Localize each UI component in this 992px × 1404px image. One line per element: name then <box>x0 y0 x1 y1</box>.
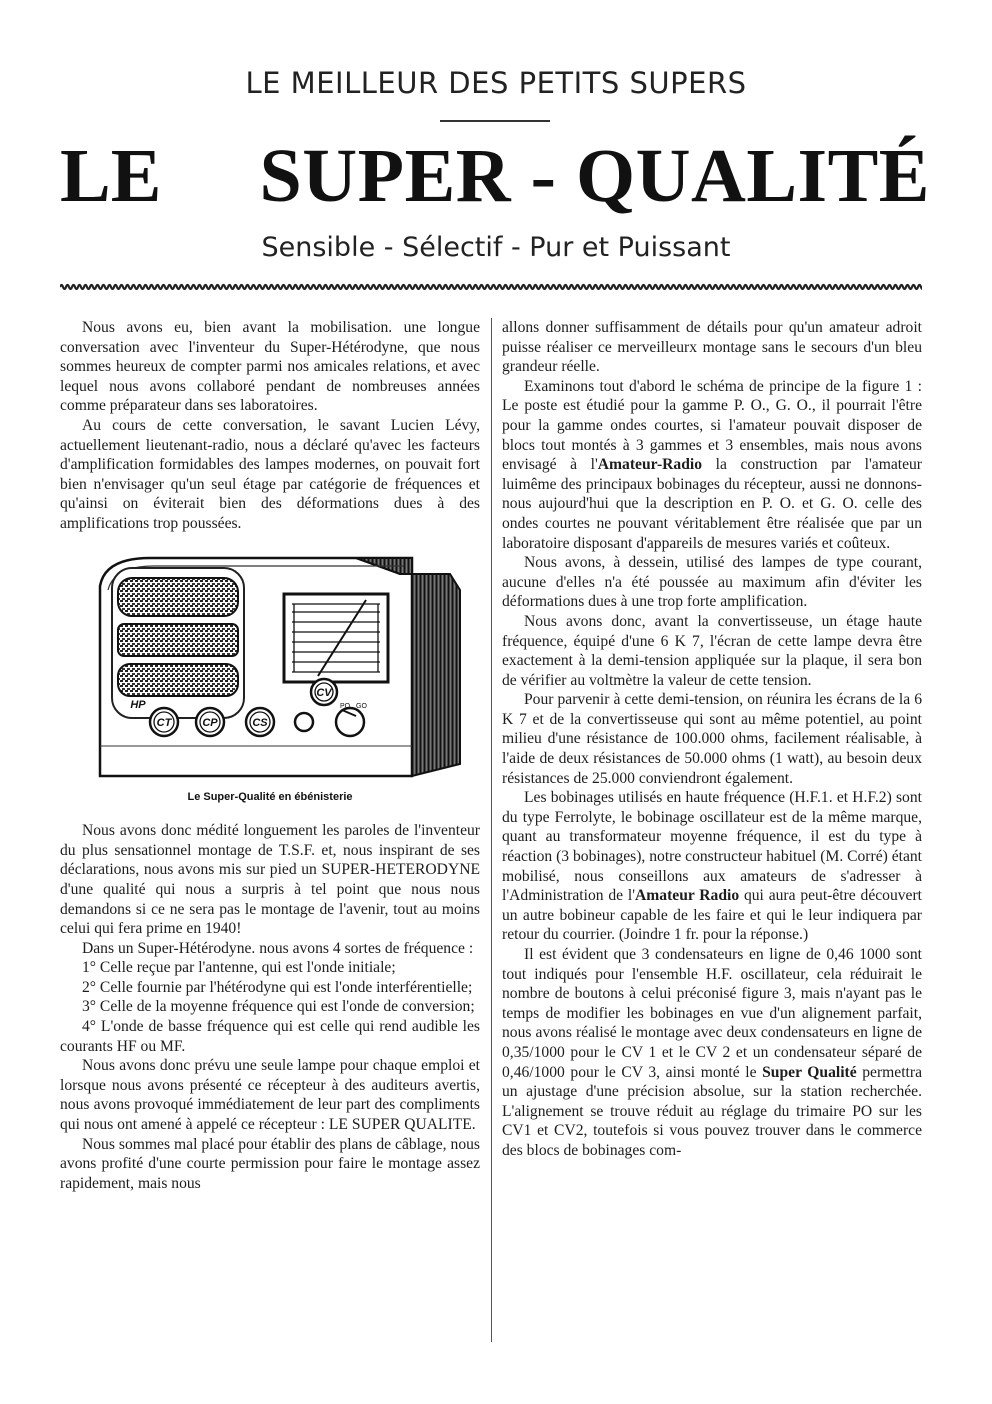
label-cv: CV <box>316 686 332 699</box>
label-cs: CS <box>252 716 268 729</box>
svg-text:GO: GO <box>356 702 367 710</box>
left-column <box>60 318 480 1193</box>
label-hp: HP <box>130 698 146 711</box>
speaker-grille-top <box>118 578 238 616</box>
right-column <box>502 318 922 1161</box>
paragraph: 3° Celle de la moyenne fréquence qui est l'onde de conversion; <box>82 998 475 1016</box>
paragraph: Il est évident que 3 condensateurs en ligne de 0,46 1000 sont tout indiqués pour l'ensemble H.F. oscillateur, cela réduirait le nombre de boutons à celui préconisé figure 3, mais n'ayant pas le temps de modifier les bobinages en vue d'un alignement parfait, nous avons réalisé le montage avec deux condensateurs en ligne de 0,35/1000 pour le CV 1 et le CV 2 et un condensateur séparé de 0,46/1000 pour le CV 3, ainsi monté le Super Qualité permettra un ajustage d'une précision absolue, sur la station recherchée. L'alignement se trouve réduit au réglage du trimaire PO sur les CV1 et CV2, toutefois si vous pouvez trouver dans le commerce des blocs de bobinages com- <box>502 946 923 1159</box>
svg-text:PO: PO <box>340 702 351 710</box>
paragraph: 2° Celle fournie par l'hétérodyne qui est l'onde interférentielle; <box>82 978 473 996</box>
publication-name: Amateur-Radio <box>597 456 703 474</box>
paragraph: Nous sommes mal placé pour établir des plans de câblage, nous avons profité d'une courte permission pour faire le montage assez rapidement, mais nous <box>60 1135 480 1192</box>
paragraph: Nous avons, à dessein, utilisé des lampes de type courant, aucune d'elles n'a été poussée au maximum afin d'éviter les déformations dues à une trop forte amplification. <box>502 554 922 611</box>
kicker-heading: LE MEILLEUR DES PETITS SUPERS <box>245 66 747 100</box>
radio-cabinet-drawing <box>60 550 480 782</box>
label-cp: CP <box>202 716 218 729</box>
knob-switch <box>336 708 364 736</box>
paragraph: Nous avons eu, bien avant la mobilisation. une longue conversation avec l'inventeur du Super-Hétérodyne, que nous sommes heureux de compter parmi nos amicales relations, et avec lequel nous avons collaboré pendant de nombreuses années comme préparateur dans ses laboratoires. <box>60 319 480 415</box>
page-title <box>60 136 930 216</box>
subtitle: Sensible - Sélectif - Pur et Puissant <box>261 232 731 263</box>
paragraph: 4° L'onde de basse fréquence qui est celle qui rend audible les courants HF ou MF. <box>60 1018 480 1055</box>
column-divider <box>491 318 492 1342</box>
title-left: LE <box>60 134 162 218</box>
radio-illustration <box>60 550 480 782</box>
wavy-divider <box>60 282 922 292</box>
paragraph: Au cours de cette conversation, le savant Lucien Lévy, actuellement lieutenant-radio, nous a déclaré qu'avec les facteurs d'amplification formidables des lampes modernes, on pouvait fort bien n'envisager qu'un seul étage par catégorie de fréquences et qu'ainsi on éviterait bien des déformations dues à des amplifications trop poussées. <box>60 416 480 532</box>
paragraph: Pour parvenir à cette demi-tension, on réunira les écrans de la 6 K 7 et de la convertisseuse qui sont au même potentiel, au point milieu d'une résistance de 100.000 ohms, facilement réalisable, à l'aide de deux résistances de 50.000 ohms (1 watt), au besoin deux résistances de 25.000 conviendront également. <box>502 691 922 787</box>
title-right: SUPER - QUALITÉ <box>259 134 930 218</box>
paragraph: Nous avons donc médité longuement les paroles de l'inventeur du plus sensationnel montage de T.S.F. et, nous inspirant de ses déclarations, nous avons mis sur pied un SUPER-HETERODYNE d'une qualité qui nous a surpris à tel point que nous nous demandons si ce ne sera pas le montage de l'avenir, tout au moins celui qui fera prime en 1940! <box>60 822 480 938</box>
label-ct: CT <box>156 716 172 729</box>
product-name: Super Qualité <box>762 1063 857 1081</box>
paragraph: Dans un Super-Hétérodyne. nous avons 4 sortes de fréquence : <box>82 939 474 957</box>
paragraph: Les bobinages utilisés en haute fréquence (H.F.1. et H.F.2) sont du type Ferrolyte, le bobinage oscillateur est de la même marque, quant au transformateur moyenne fréquence, il est du type à réaction (3 bobinages), notre constructeur habituel (M. Corré) étant mobilisé, nous conseillons aux amateurs de s'adresser à l'Administration de l'Amateur Radio qui aura peut-être découvert un autre bobineur capable de les faire et qui le leur indiquera par retour du courrier. (Joindre 1 fr. pour la réponse.) <box>502 789 923 944</box>
paragraph: Examinons tout d'abord le schéma de principe de la figure 1 : Le poste est étudié pour la gamme P. O., G. O., il pourrait l'être pour la gamme ondes courtes, si l'amateur pouvait disposer de blocs tout montés à 3 gammes et 3 ensembles, mais nous avons envisagé à l'Amateur-Radio la construction par l'amateur luimême des principaux bobinages du récepteur, aussi ne donnons-nous aujourd'hui que la description en P. O. et G. O. celle des ondes courtes ne pouvant véritablement être réalisée que par un laboratoire disposant d'appareils de mesures variés et coûteux. <box>502 377 922 552</box>
paragraph: allons donner suffisamment de détails pour qu'un amateur adroit puisse réaliser ce merveilleurx montage sans le secours d'un bleu grandeur réelle. <box>502 319 922 376</box>
paragraph: Nous avons donc prévu une seule lampe pour chaque emploi et lorsque nous avons présenté ce récepteur à des auditeurs avertis, nous avons provoqué immédiatement de leur part des compliments qui nous ont amené à appelé ce récepteur : LE SUPER QUALITE. <box>60 1057 480 1134</box>
speaker-grille-middle <box>118 624 238 656</box>
paragraph: Nous avons donc, avant la convertisseuse, un étage haute fréquence, équipé d'une 6 K 7, l'écran de cette lampe devra être exactement à la demi-tension appliquée sur la plaque, il sera bon de vérifier au voltmètre la valeur de cette tension. <box>502 612 922 689</box>
kicker-rule <box>440 120 550 122</box>
tuning-dial <box>284 594 388 682</box>
paragraph: 1° Celle reçue par l'antenne, qui est l'onde initiale; <box>82 959 396 977</box>
publication-name: Amateur Radio <box>635 887 740 905</box>
speaker-grille-bottom <box>118 664 238 696</box>
figure-caption: Le Super-Qualité en ébénisterie <box>187 790 353 803</box>
